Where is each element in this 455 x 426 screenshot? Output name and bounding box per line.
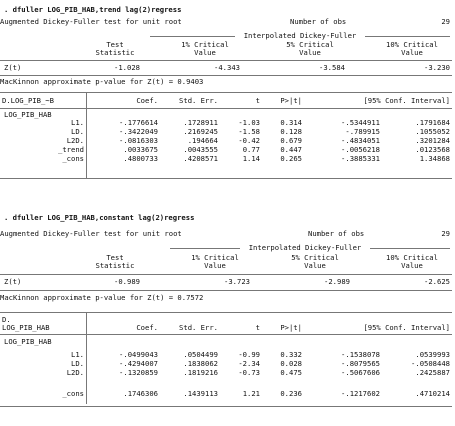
hdr-p: P>|t|	[280, 96, 302, 105]
table-cell: 0.679	[280, 136, 302, 145]
col-10pct-2: Value	[401, 261, 423, 270]
col-test-1: Test	[106, 40, 124, 49]
hdr-coef: Coef.	[136, 323, 158, 332]
table-cell: 1.34868	[419, 154, 450, 163]
table-cell: -.4834051	[341, 136, 380, 145]
table-cell: .0504499	[183, 350, 218, 359]
table-cell: -.1217602	[341, 389, 380, 398]
table-cell: -.1776614	[119, 118, 158, 127]
table-cell: .1838062	[183, 359, 218, 368]
zt-label: Z(t)	[4, 277, 22, 286]
zt-stat: -1.028	[114, 63, 140, 72]
reg-dep: D.	[2, 315, 11, 324]
command-line: . dfuller LOG_PIB_HAB,trend lag(2)regress	[4, 5, 182, 14]
table-cell: -.3885331	[341, 154, 380, 163]
table-cell: -.5067606	[341, 368, 380, 377]
zt-10pct: -3.230	[424, 63, 450, 72]
row-label: L2D.	[66, 368, 84, 377]
table-cell: 0.236	[280, 389, 302, 398]
table-cell: -.1320859	[119, 368, 158, 377]
table-cell: .0043555	[183, 145, 218, 154]
col-test-2: Statistic	[95, 48, 135, 57]
table-cell: .4208571	[183, 154, 218, 163]
table-cell: .1819216	[183, 368, 218, 377]
interp-header: Interpolated Dickey-Fuller	[248, 243, 362, 252]
table-cell: 0.265	[280, 154, 302, 163]
zt-1pct: -4.343	[214, 63, 240, 72]
col-1pct-2: Value	[194, 48, 216, 57]
nobs-label: Number of obs	[290, 17, 347, 26]
table-cell: -.8079565	[341, 359, 380, 368]
table-cell: -2.34	[238, 359, 260, 368]
table-cell: -.0508448	[411, 359, 450, 368]
hdr-t: t	[255, 323, 260, 332]
col-5pct-1: 5% Critical	[291, 253, 339, 262]
table-cell: -.4294007	[119, 359, 158, 368]
table-cell: .0539993	[415, 350, 450, 359]
test-title: Augmented Dickey-Fuller test for unit root	[0, 229, 182, 238]
zt-label: Z(t)	[4, 63, 22, 72]
hdr-ci: [95% Conf. Interval]	[363, 96, 450, 105]
table-cell: -1.58	[238, 127, 260, 136]
nobs-value: 29	[441, 17, 450, 26]
mackinnon-line: MacKinnon approximate p-value for Z(t) = 0.9403	[0, 77, 204, 86]
col-5pct-1: 5% Critical	[286, 40, 334, 49]
test-title: Augmented Dickey-Fuller test for unit root	[0, 17, 182, 26]
row-label: _cons	[62, 389, 84, 398]
command-line: . dfuller LOG_PIB_HAB,constant lag(2)regress	[4, 213, 195, 222]
reg-group: LOG_PIB_HAB	[4, 110, 52, 119]
zt-10pct: -2.625	[424, 277, 450, 286]
hdr-p: P>|t|	[280, 323, 302, 332]
table-cell: -.0056218	[341, 145, 380, 154]
table-cell: 0.447	[280, 145, 302, 154]
table-cell: .1055052	[415, 127, 450, 136]
table-cell: 1.21	[242, 389, 260, 398]
table-cell: 0.332	[280, 350, 302, 359]
hdr-t: t	[255, 96, 260, 105]
row-label: LD.	[71, 127, 84, 136]
table-cell: .1439113	[183, 389, 218, 398]
reg-group: LOG_PIB_HAB	[4, 337, 52, 346]
col-10pct-1: 10% Critical	[386, 40, 438, 49]
table-cell: -0.99	[238, 350, 260, 359]
table-cell: .4800733	[123, 154, 158, 163]
table-cell: .0033675	[123, 145, 158, 154]
row-label: L2D.	[66, 136, 84, 145]
nobs-value: 29	[441, 229, 450, 238]
row-label: _trend	[58, 145, 84, 154]
table-cell: .3201284	[415, 136, 450, 145]
row-label: L1.	[71, 350, 84, 359]
nobs-label: Number of obs	[308, 229, 365, 238]
col-test-1: Test	[106, 253, 124, 262]
table-cell: 0.028	[280, 359, 302, 368]
table-cell: .1791684	[415, 118, 450, 127]
row-label: LD.	[71, 359, 84, 368]
table-cell: -.0499043	[119, 350, 158, 359]
interp-header: Interpolated Dickey-Fuller	[243, 31, 357, 40]
table-cell: -.3422049	[119, 127, 158, 136]
row-label: _cons	[62, 154, 84, 163]
table-cell: .194664	[187, 136, 218, 145]
col-1pct-1: 1% Critical	[191, 253, 239, 262]
zt-5pct: -2.989	[324, 277, 350, 286]
table-cell: 1.14	[242, 154, 260, 163]
table-cell: .1746306	[123, 389, 158, 398]
col-5pct-2: Value	[304, 261, 326, 270]
col-10pct-1: 10% Critical	[386, 253, 438, 262]
table-cell: .1728911	[183, 118, 218, 127]
table-cell: .2169245	[183, 127, 218, 136]
reg-dep-var: LOG_PIB_HAB	[2, 323, 50, 332]
table-cell: -1.03	[238, 118, 260, 127]
col-10pct-2: Value	[401, 48, 423, 57]
table-cell: .0123568	[415, 145, 450, 154]
table-cell: -.789915	[345, 127, 380, 136]
dfuller-trend-output	[0, 0, 455, 200]
zt-5pct: -3.584	[319, 63, 345, 72]
reg-dep: D.LOG_PIB_~B	[2, 96, 54, 105]
table-cell: 0.475	[280, 368, 302, 377]
col-1pct-1: 1% Critical	[181, 40, 229, 49]
table-cell: -.0816303	[119, 136, 158, 145]
col-1pct-2: Value	[204, 261, 226, 270]
table-cell: .4710214	[415, 389, 450, 398]
zt-1pct: -3.723	[224, 277, 250, 286]
hdr-se: Std. Err.	[179, 323, 218, 332]
table-cell: -.5344911	[341, 118, 380, 127]
mackinnon-line: MacKinnon approximate p-value for Z(t) = 0.7572	[0, 293, 204, 302]
table-cell: 0.128	[280, 127, 302, 136]
hdr-se: Std. Err.	[179, 96, 218, 105]
dfuller-constant-output	[0, 208, 455, 418]
table-cell: -0.73	[238, 368, 260, 377]
zt-stat: -0.989	[114, 277, 140, 286]
table-cell: -.1538078	[341, 350, 380, 359]
table-cell: .2425887	[415, 368, 450, 377]
hdr-ci: [95% Conf. Interval]	[363, 323, 450, 332]
col-test-2: Statistic	[95, 261, 135, 270]
hdr-coef: Coef.	[136, 96, 158, 105]
table-cell: 0.314	[280, 118, 302, 127]
row-label: L1.	[71, 118, 84, 127]
table-cell: 0.77	[242, 145, 260, 154]
table-cell: -0.42	[238, 136, 260, 145]
col-5pct-2: Value	[299, 48, 321, 57]
